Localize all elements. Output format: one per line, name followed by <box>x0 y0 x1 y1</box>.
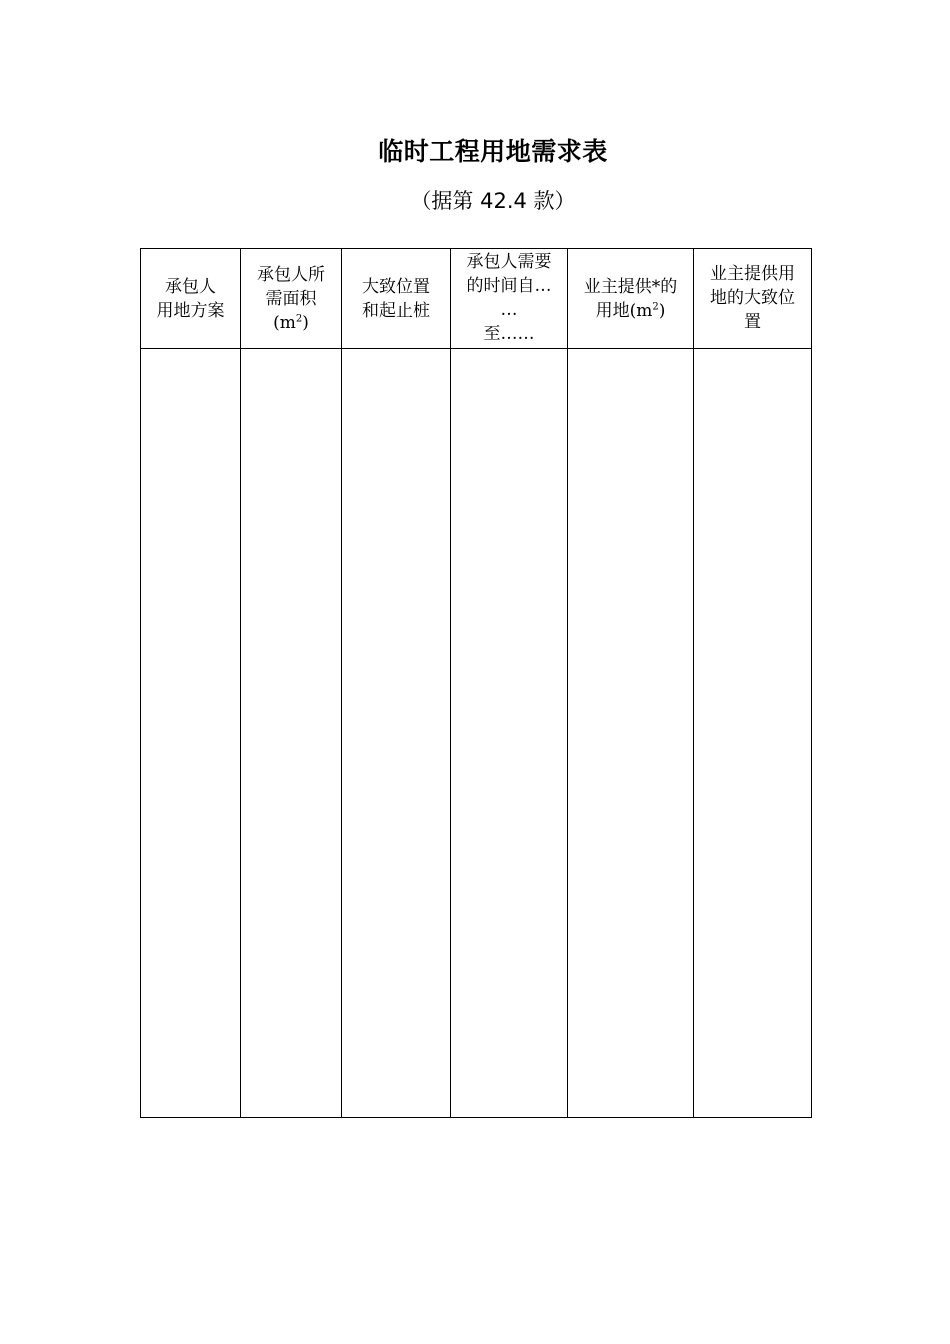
land-requirement-table <box>140 248 812 1118</box>
header-label: 承包人需要 的时间自… … 至…… <box>466 251 552 344</box>
table-body <box>141 349 812 1118</box>
header-label: 承包人 用地方案 <box>156 276 225 321</box>
header-required-time <box>451 249 568 349</box>
header-required-area <box>241 249 342 349</box>
table-cell[interactable] <box>241 349 342 1118</box>
header-row <box>141 249 812 349</box>
header-label: 业主提供*的 用地$(m^2)$ <box>583 276 678 321</box>
header-location-stakes <box>342 249 451 349</box>
header-owner-provided-land <box>568 249 694 349</box>
table-header <box>141 249 812 349</box>
header-label: 业主提供用 地的大致位 置 <box>710 263 795 332</box>
table-row <box>141 349 812 1118</box>
page-subtitle: （据第 42.4 款） <box>410 189 576 213</box>
table-cell[interactable] <box>451 349 568 1118</box>
superscript: 2 <box>652 300 659 312</box>
table-cell[interactable] <box>141 349 241 1118</box>
header-label: 承包人所 需面积 $(m^2)$ <box>257 264 325 333</box>
page-title: 临时工程用地需求表 <box>378 137 608 166</box>
header-contractor-land-plan <box>141 249 241 349</box>
table-cell[interactable] <box>568 349 694 1118</box>
header-owner-land-location <box>694 249 812 349</box>
header-label: 大致位置 和起止桩 <box>362 276 430 321</box>
table-cell[interactable] <box>342 349 451 1118</box>
table-cell[interactable] <box>694 349 812 1118</box>
superscript: 2 <box>295 312 303 324</box>
